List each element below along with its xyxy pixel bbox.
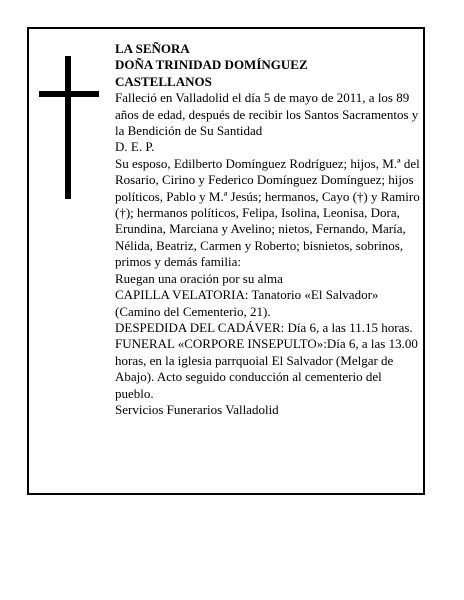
- cross-vertical-bar: [65, 56, 71, 199]
- wake-location: CAPILLA VELATORIA: Tanatorio «El Salvador» (Camino del Cementerio, 21).: [115, 287, 379, 319]
- notice-title-line-1: LA SEÑORA: [115, 41, 190, 56]
- latin-cross-icon: [39, 56, 99, 199]
- deceased-name-line-1: DOÑA TRINIDAD DOMÍNGUEZ: [115, 57, 308, 73]
- deceased-name-line-2: CASTELLANOS: [115, 73, 212, 89]
- funeral-details: FUNERAL «CORPORE INSEPULTO»:Día 6, a las 13.00 horas, en la iglesia parrquoial El Salvador (Melgar de Abajo). Acto seguido conducción al cementerio del pueblo.: [115, 336, 418, 401]
- funeral-services-company: Servicios Funerarios Valladolid: [115, 401, 279, 417]
- family-list: Su esposo, Edilberto Domínguez Rodríguez; hijos, M.ª del Rosario, Cirino y Federico Domínguez Domínguez; hijos políticos, Pablo y M.ª Jesús; hermanos, Cayo (†) y Ramiro (†); hermanos políticos, Felipa, Isolina, Leonisa, Dora, Erundina, Marciana y Avelino; nietos, Fernando, María, Nélida, Beatriz, Carmen y Roberto; bisnietos, sobrinos, primos y demás familia:: [115, 155, 420, 270]
- prayer-request: Ruegan una oración por su alma: [115, 270, 283, 286]
- obituary-notice: [27, 27, 425, 495]
- death-announcement: Falleció en Valladolid el día 5 de mayo de 2011, a los 89 años de edad, después de recibir los Santos Sacramentos y la Bendición de Su Santidad: [115, 90, 419, 139]
- rest-in-peace: D. E. P.: [115, 139, 155, 155]
- farewell-time: DESPEDIDA DEL CADÁVER: Día 6, a las 11.15 horas.: [115, 319, 413, 335]
- cross-horizontal-bar: [39, 91, 99, 97]
- notice-text: [115, 41, 421, 418]
